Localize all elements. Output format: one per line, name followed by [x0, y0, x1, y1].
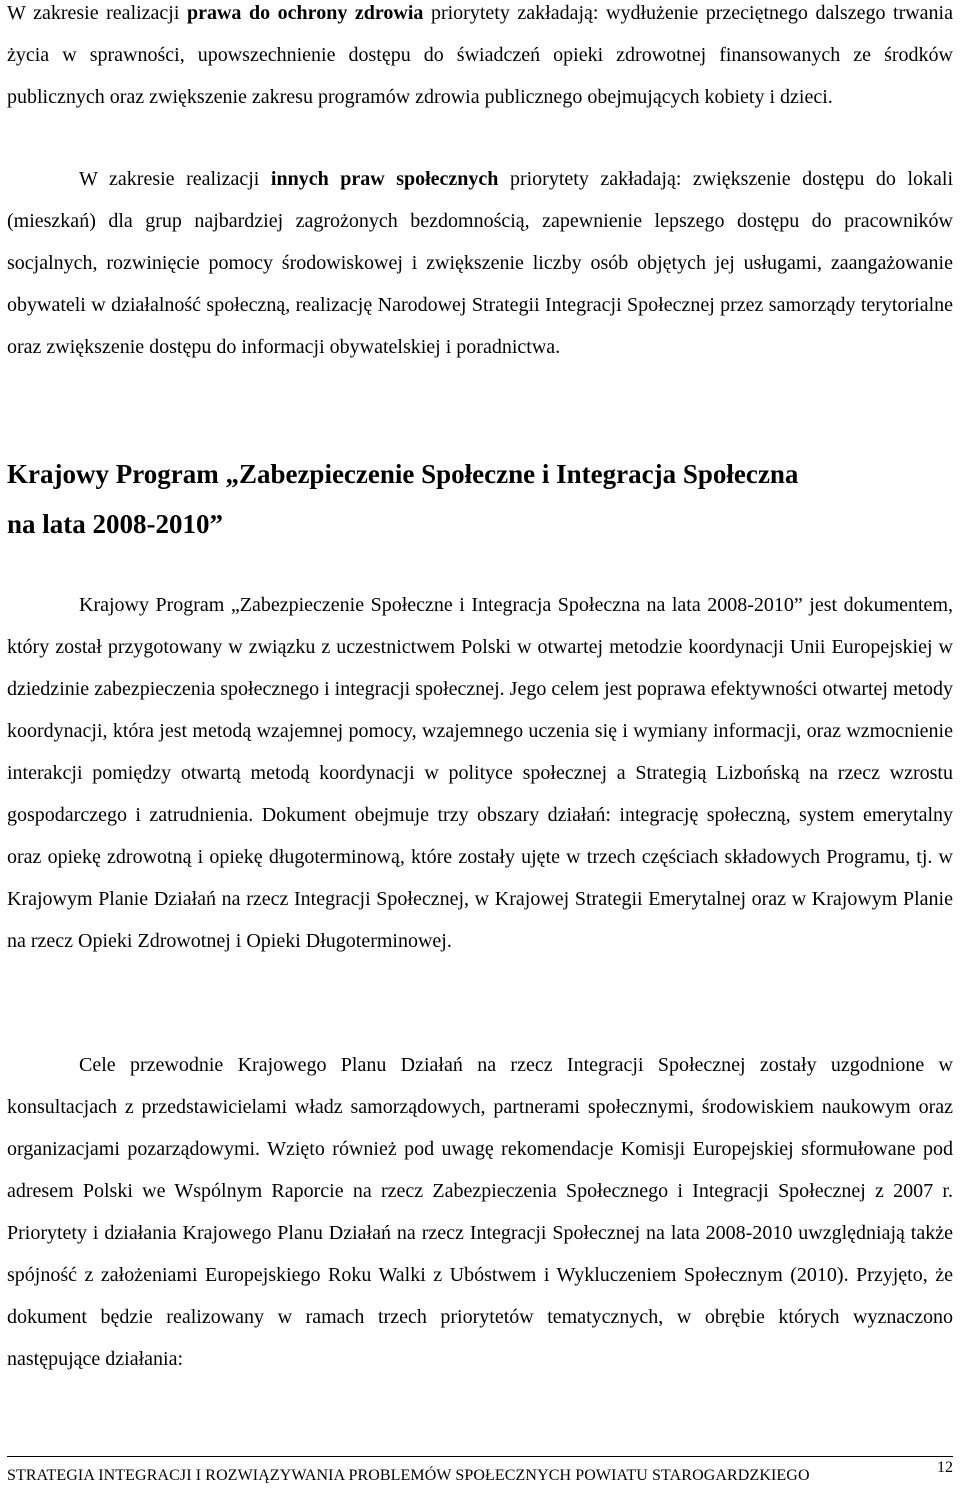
paragraph-plan-objectives: Cele przewodnie Krajowego Planu Działań na rzecz Integracji Społecznej zostały uzgodnione w konsultacjach z przedstawicielami władz samorządowych, partnerami społecznymi, środowiskiem naukowym oraz organizacjami pozarządowymi. Wzięto również pod uwagę rekomendacje Komisji Europejskiej sformułowane pod adresem Polski we Wspólnym Raporcie na rzecz Zabezpieczenia Społecznego i Integracji Społecznej z 2007 r. Priorytety i działania Krajowego Planu Działań na rzecz Integracji Społecznej na lata 2008-2010 uwzględniają także spójność z założeniami Europejskiego Roku Walki z Ubóstwem i Wykluczeniem Społecznym (2010). Przyjęto, że dokument będzie realizowany w ramach trzech priorytetów tematycznych, w obrębie których wyznaczono następujące działania: [7, 1054, 953, 1370]
page-number: 12 [937, 1459, 953, 1476]
bold-term: prawa do ochrony zdrowia [186, 2, 424, 24]
section-heading [7, 449, 953, 549]
footer-divider [7, 1456, 953, 1457]
text-run: W zakresie realizacji [79, 168, 271, 190]
section-heading-line2: na lata 2008-2010” [7, 509, 223, 539]
text-run: priorytety zakładają: zwiększenie dostępu do lokali (mieszkań) dla grup najbardziej zagrożonych bezdomnością, zapewnienie lepszego dostępu do pracowników socjalnych, rozwinięcie pomocy środowiskowej i zwiększenie liczby osób objętych jej usługami, zaangażowanie obywateli w działalność społeczną, realizację Narodowej Strategii Integracji Społecznej przez samorządy terytorialne oraz zwiększenie dostępu do informacji obywatelskiej i poradnictwa. [7, 168, 954, 358]
footer-title: STRATEGIA INTEGRACJI I ROZWIĄZYWANIA PROBLEMÓW SPOŁECZNYCH POWIATU STAROGARDZKIEGO [7, 1467, 810, 1484]
text-run: W zakresie realizacji [7, 2, 187, 24]
paragraph-social-rights [7, 158, 953, 368]
paragraph-program-description: Krajowy Program „Zabezpieczenie Społeczne i Integracja Społeczna na lata 2008-2010” jest dokumentem, który został przygotowany w związku z uczestnictwem Polski w otwartej metodzie koordynacji Unii Europejskiej w dziedzinie zabezpieczenia społecznego i integracji społecznej. Jego celem jest poprawa efektywności otwartej metody koordynacji, która jest metodą wzajemnej pomocy, wzajemnego uczenia się i wymiany informacji, oraz wzmocnienie interakcji pomiędzy otwartą metodą koordynacji w polityce społecznej a Strategią Lizbońską na rzecz wzrostu gospodarczego i zatrudnienia. Dokument obejmuje trzy obszary działań: integrację społeczną, system emerytalny oraz opiekę zdrowotną i opiekę długoterminową, które zostały ujęte w trzech częściach składowych Programu, tj. w Krajowym Planie Działań na rzecz Integracji Społecznej, w Krajowej Strategii Emerytalnej oraz w Krajowym Planie na rzecz Opieki Zdrowotnej i Opieki Długoterminowej. [7, 594, 953, 952]
paragraph-health-rights [7, 0, 953, 118]
text-run: priorytety zakładają: wydłużenie przeciętnego dalszego trwania życia w sprawności, upowszechnienie dostępu do świadczeń opieki zdrowotnej finansowanych ze środków publicznych oraz zwiększenie zakresu programów zdrowia publicznego obejmujących kobiety i dzieci. [7, 2, 953, 108]
bold-term: innych praw społecznych [270, 168, 499, 190]
section-heading-line1: Krajowy Program „Zabezpieczenie Społeczne i Integracja Społeczna [7, 459, 799, 489]
